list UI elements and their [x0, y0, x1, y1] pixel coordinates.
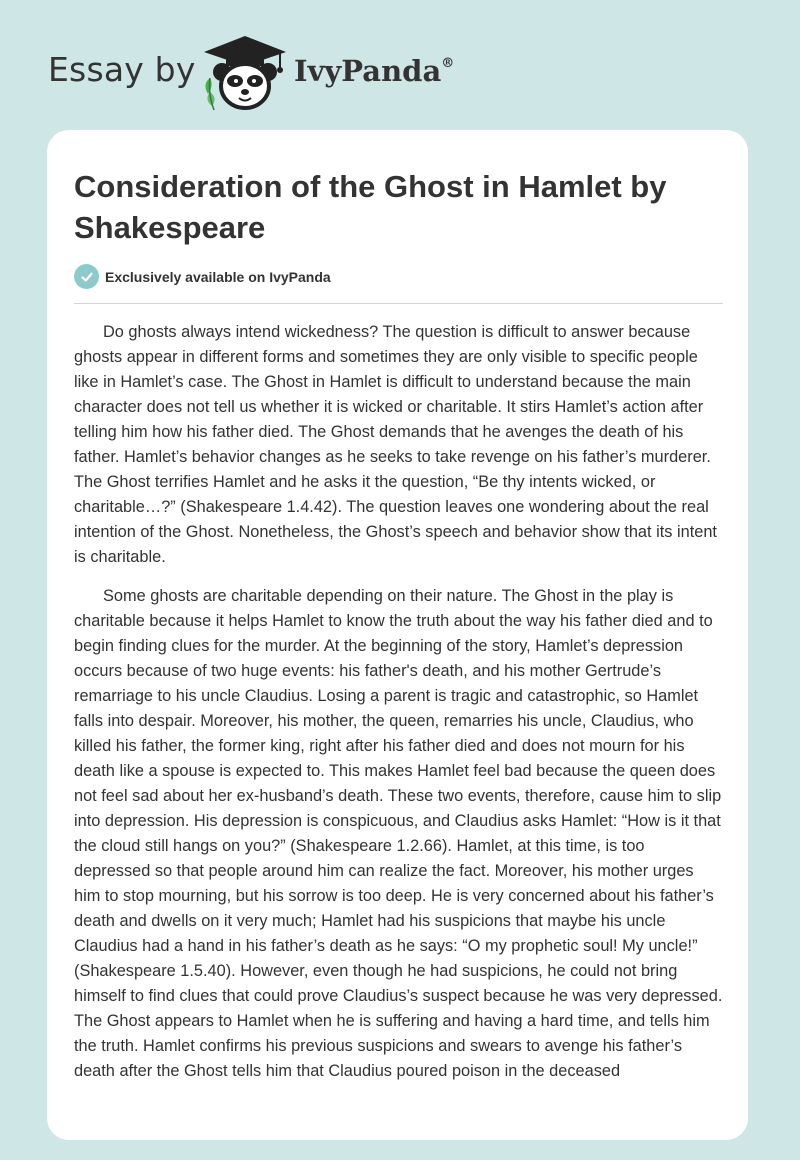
exclusive-badge	[74, 264, 331, 289]
brand-name[interactable]: IvyPanda®	[294, 54, 455, 88]
check-icon	[74, 264, 99, 289]
essay-card	[47, 130, 748, 1140]
page-title: Consideration of the Ghost in Hamlet by Shakespeare	[74, 169, 667, 245]
paragraph: Do ghosts always intend wickedness? The question is difficult to answer because ghosts appear in different forms and sometimes they are only visible to specific people like in Hamlet’s case. The Ghost in Hamlet is difficult to understand because the main character does not tell us whether it is wicked or charitable. It stirs Hamlet’s action after telling him how his father died. The Ghost demands that he avenges the death of his father. Hamlet’s behavior changes as he seeks to take revenge on his father’s murderer. The Ghost terrifies Hamlet and he asks it the question, “Be thy intents wicked, or charitable…?” (Shakespeare 1.4.42). The question leaves one wondering about the real intention of the Ghost. Nonetheless, the Ghost’s speech and behavior show that its intent is charitable.	[74, 323, 717, 566]
registered-mark: ®	[441, 56, 455, 71]
exclusive-badge-label: Exclusively available on IvyPanda	[105, 268, 331, 285]
essay-by-label: Essay by	[48, 50, 196, 89]
paragraph: Some ghosts are charitable depending on their nature. The Ghost in the play is charitable because it helps Hamlet to know the truth about the way his father died and to begin finding clues for the murder. At the beginning of the story, Hamlet’s depression occurs because of two huge events: his father's death, and his mother Gertrude’s remarriage to his uncle Claudius. Losing a parent is tragic and catastrophic, so Hamlet falls into despair. Moreover, his mother, the queen, remarries his uncle, Claudius, who killed his father, the former king, right after his father died and does not mourn for his death like a spouse is expected to. This makes Hamlet feel bad because the queen does not feel sad about her ex-husband’s death. These two events, therefore, cause him to slip into depression. His depression is conspicuous, and Claudius asks Hamlet: “How is it that the cloud still hangs on you?” (Shakespeare 1.2.66). Hamlet, at this time, is too depressed so that people around him can realize the fact. Moreover, his mother urges him to stop mourning, but his sorrow is too deep. He is very concerned about his father’s death and dwells on it very much; Hamlet had his suspicions that maybe his uncle Claudius had a hand in his father’s death as he says: “O my prophetic soul! My uncle!” (Shakespeare 1.5.40). However, even though he had suspicions, he could not bring himself to find clues that could prove Claudius’s suspect because he was very depressed. The Ghost appears to Hamlet when he is suffering and having a hard time, and tells him the truth. Hamlet confirms his previous suspicions and swears to avenge his father’s death after the Ghost tells him that Claudius poured poison in the deceased	[74, 587, 723, 1080]
ivypanda-logo-icon[interactable]	[200, 34, 290, 112]
essay-body	[74, 320, 724, 1098]
site-header	[48, 30, 648, 110]
divider	[74, 303, 723, 304]
